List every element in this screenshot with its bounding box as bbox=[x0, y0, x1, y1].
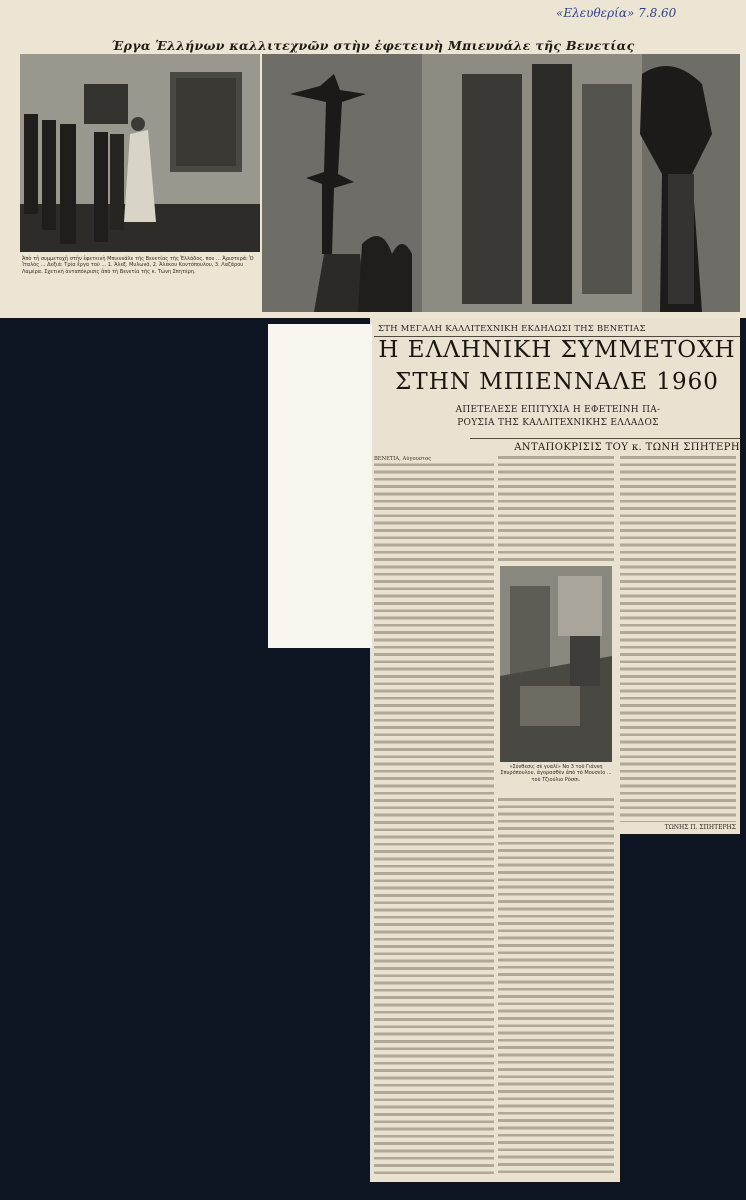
article-column-3 bbox=[620, 456, 736, 822]
series-kicker: ΣΤΗ ΜΕΓΑΛΗ ΚΑΛΛΙΤΕΧΝΙΚΗ ΕΚΔΗΛΩΣΙ ΤΗΣ ΒΕΝΕΤΙΑΣ bbox=[378, 324, 646, 334]
photo-glass-composition bbox=[500, 566, 612, 762]
main-headline-line2: ΣΤΗΝ ΜΠΙΕΝΝΑΛΕ 1960 bbox=[395, 369, 719, 395]
painting-caption: «Σύνθεσις σὲ γυαλί» Νο 3 τοῦ Γιάννη Σπυρόπουλου, ἀγορασθὲν ἀπὸ τὸ Μουσεῖο ... τοῦ Τζιούλιο Ρόσσι. bbox=[500, 764, 612, 783]
subheadline-line1: ΑΠΕΤΕΛΕΣΕ ΕΠΙΤΥΧΙΑ Η ΕΦΕΤΕΙΝΗ ΠΑ- bbox=[455, 405, 661, 415]
main-headline-line1: Η ΕΛΛΗΝΙΚΗ ΣΥΜΜΕΤΟΧΗ bbox=[378, 337, 736, 363]
handwritten-date-note: «Ελευθερία» 7.8.60 bbox=[556, 6, 677, 20]
photo-sculptures bbox=[262, 54, 740, 312]
photo-caption: Ἀπὸ τὴ συμμετοχὴ στὴν ἐφετεινὴ Μπιεννάλε τῆς Βενετίας τῆς Ἑλλάδος, που ... Ἀριστερά: Ὁ Ἰταλὸς ... Δεξιά: Τρία ἔργα τοῦ ... 1. Ἀλεξ. Μυλωνᾶ, 2. Ἀλέκου Κοντόπουλου, 3. Λαζάρου Λαμέρα. Σχετικὴ ἀνταπόκρισις ἀπὸ τὴ Βενετία τῆς κ. Τώνη Σπητέρη. bbox=[22, 256, 254, 275]
article-column-1 bbox=[374, 456, 494, 1176]
blank-paper-slip bbox=[268, 324, 372, 648]
byline: ΑΝΤΑΠΟΚΡΙΣΙΣ ΤΟΥ κ. ΤΩΝΗ ΣΠΗΤΕΡΗ bbox=[514, 442, 740, 453]
byline-rule bbox=[470, 438, 740, 439]
photo-gallery-visitors bbox=[20, 54, 260, 252]
top-headline: Έργα Ἑλλήνων καλλιτεχνῶν στὴν ἐφετεινὴ Μπιεννάλε τῆς Βενετίας bbox=[111, 38, 635, 53]
author-signature: ΤΩΝΗΣ Π. ΣΠΗΤΕΡΗΣ bbox=[664, 824, 736, 831]
dateline: ΒΕΝΕΤΙΑ, Αὔγουστος bbox=[374, 456, 494, 463]
article-column-2-top bbox=[498, 456, 614, 564]
subheadline-line2: ΡΟΥΣΙΑ ΤΗΣ ΚΑΛΛΙΤΕΧΝΙΚΗΣ ΕΛΛΑΔΟΣ bbox=[457, 418, 659, 428]
article-column-2-bottom bbox=[498, 798, 614, 1174]
